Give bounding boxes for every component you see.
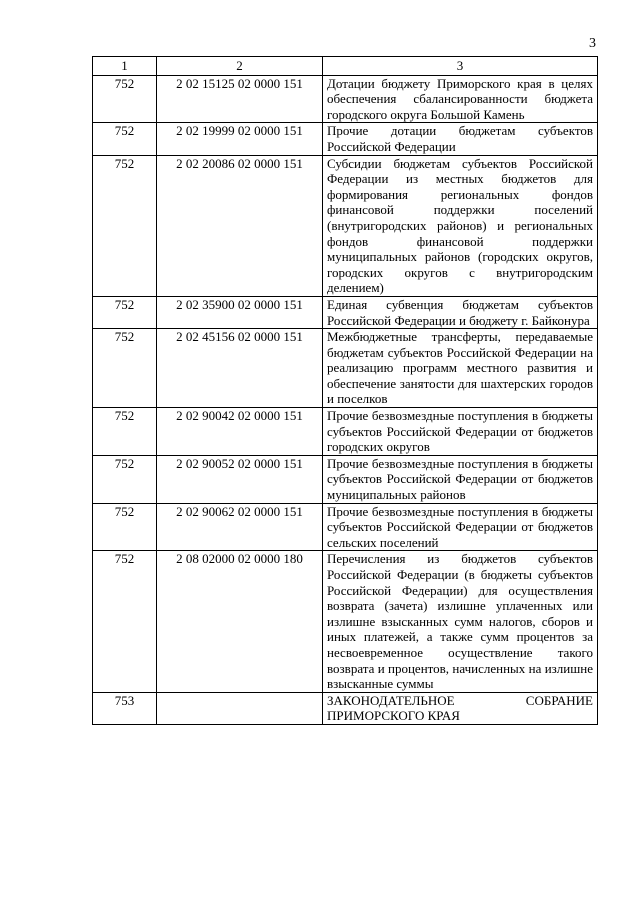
admin-code-cell: 752 bbox=[93, 503, 157, 551]
revenue-codes-table bbox=[92, 56, 598, 725]
revenue-code-cell: 2 02 35900 02 0000 151 bbox=[157, 296, 323, 328]
admin-code-cell: 752 bbox=[93, 296, 157, 328]
table-row bbox=[93, 408, 598, 456]
table-row bbox=[93, 329, 598, 408]
column-header-3: 3 bbox=[323, 57, 598, 76]
header-row bbox=[93, 57, 598, 76]
revenue-description-cell: Прочие безвозмездные поступления в бюджеты субъектов Российской Федерации от бюджетов городских округов bbox=[323, 408, 598, 456]
revenue-code-cell bbox=[157, 692, 323, 724]
column-header-1: 1 bbox=[93, 57, 157, 76]
admin-code-cell: 752 bbox=[93, 329, 157, 408]
admin-code-cell: 752 bbox=[93, 455, 157, 503]
revenue-code-cell: 2 02 90042 02 0000 151 bbox=[157, 408, 323, 456]
admin-code-cell: 752 bbox=[93, 551, 157, 692]
revenue-description-cell: Прочие безвозмездные поступления в бюджеты субъектов Российской Федерации от бюджетов муниципальных районов bbox=[323, 455, 598, 503]
revenue-code-cell: 2 02 90052 02 0000 151 bbox=[157, 455, 323, 503]
table-row bbox=[93, 551, 598, 692]
table-row bbox=[93, 296, 598, 328]
admin-code-cell: 752 bbox=[93, 155, 157, 296]
table-row bbox=[93, 503, 598, 551]
table-row bbox=[93, 692, 598, 724]
revenue-description-cell: Прочие дотации бюджетам субъектов Российской Федерации bbox=[323, 123, 598, 155]
revenue-description-cell: Прочие безвозмездные поступления в бюджеты субъектов Российской Федерации от бюджетов сельских поселений bbox=[323, 503, 598, 551]
revenue-description-cell: Дотации бюджету Приморского края в целях обеспечения сбалансированности бюджета городского округа Большой Камень bbox=[323, 75, 598, 123]
revenue-description-cell: Субсидии бюджетам субъектов Российской Федерации из местных бюджетов для формирования региональных фондов финансовой поддержки поселений (внутригородских районов) и региональных фондов финансовой поддержки муниципальных районов (городских округов, городских округов с внутригородским делением) bbox=[323, 155, 598, 296]
revenue-description-cell: Перечисления из бюджетов субъектов Российской Федерации (в бюджеты субъектов Российской Федерации) для осуществления возврата (зачета) излишне уплаченных или излишне взысканных сумм налогов, сборов и иных платежей, а также сумм процентов за несвоевременное осуществление такого возврата и процентов, начисленных на излишне взысканные суммы bbox=[323, 551, 598, 692]
admin-code-cell: 752 bbox=[93, 75, 157, 123]
table-header bbox=[93, 57, 598, 76]
revenue-code-cell: 2 02 90062 02 0000 151 bbox=[157, 503, 323, 551]
revenue-code-cell: 2 02 19999 02 0000 151 bbox=[157, 123, 323, 155]
admin-code-cell: 752 bbox=[93, 123, 157, 155]
table-row bbox=[93, 75, 598, 123]
revenue-code-cell: 2 08 02000 02 0000 180 bbox=[157, 551, 323, 692]
admin-code-cell: 753 bbox=[93, 692, 157, 724]
revenue-description-cell: ЗАКОНОДАТЕЛЬНОЕ СОБРАНИЕ ПРИМОРСКОГО КРАЯ bbox=[323, 692, 598, 724]
revenue-code-cell: 2 02 45156 02 0000 151 bbox=[157, 329, 323, 408]
table-row bbox=[93, 155, 598, 296]
revenue-description-cell: Межбюджетные трансферты, передаваемые бюджетам субъектов Российской Федерации на реализацию программ местного развития и обеспечение занятости для шахтерских городов и поселков bbox=[323, 329, 598, 408]
column-header-2: 2 bbox=[157, 57, 323, 76]
revenue-description-cell: Единая субвенция бюджетам субъектов Российской Федерации и бюджету г. Байконура bbox=[323, 296, 598, 328]
table-row bbox=[93, 123, 598, 155]
table-row bbox=[93, 455, 598, 503]
revenue-code-cell: 2 02 20086 02 0000 151 bbox=[157, 155, 323, 296]
admin-code-cell: 752 bbox=[93, 408, 157, 456]
revenue-code-cell: 2 02 15125 02 0000 151 bbox=[157, 75, 323, 123]
table-body bbox=[93, 75, 598, 724]
page-number: 3 bbox=[589, 36, 596, 51]
